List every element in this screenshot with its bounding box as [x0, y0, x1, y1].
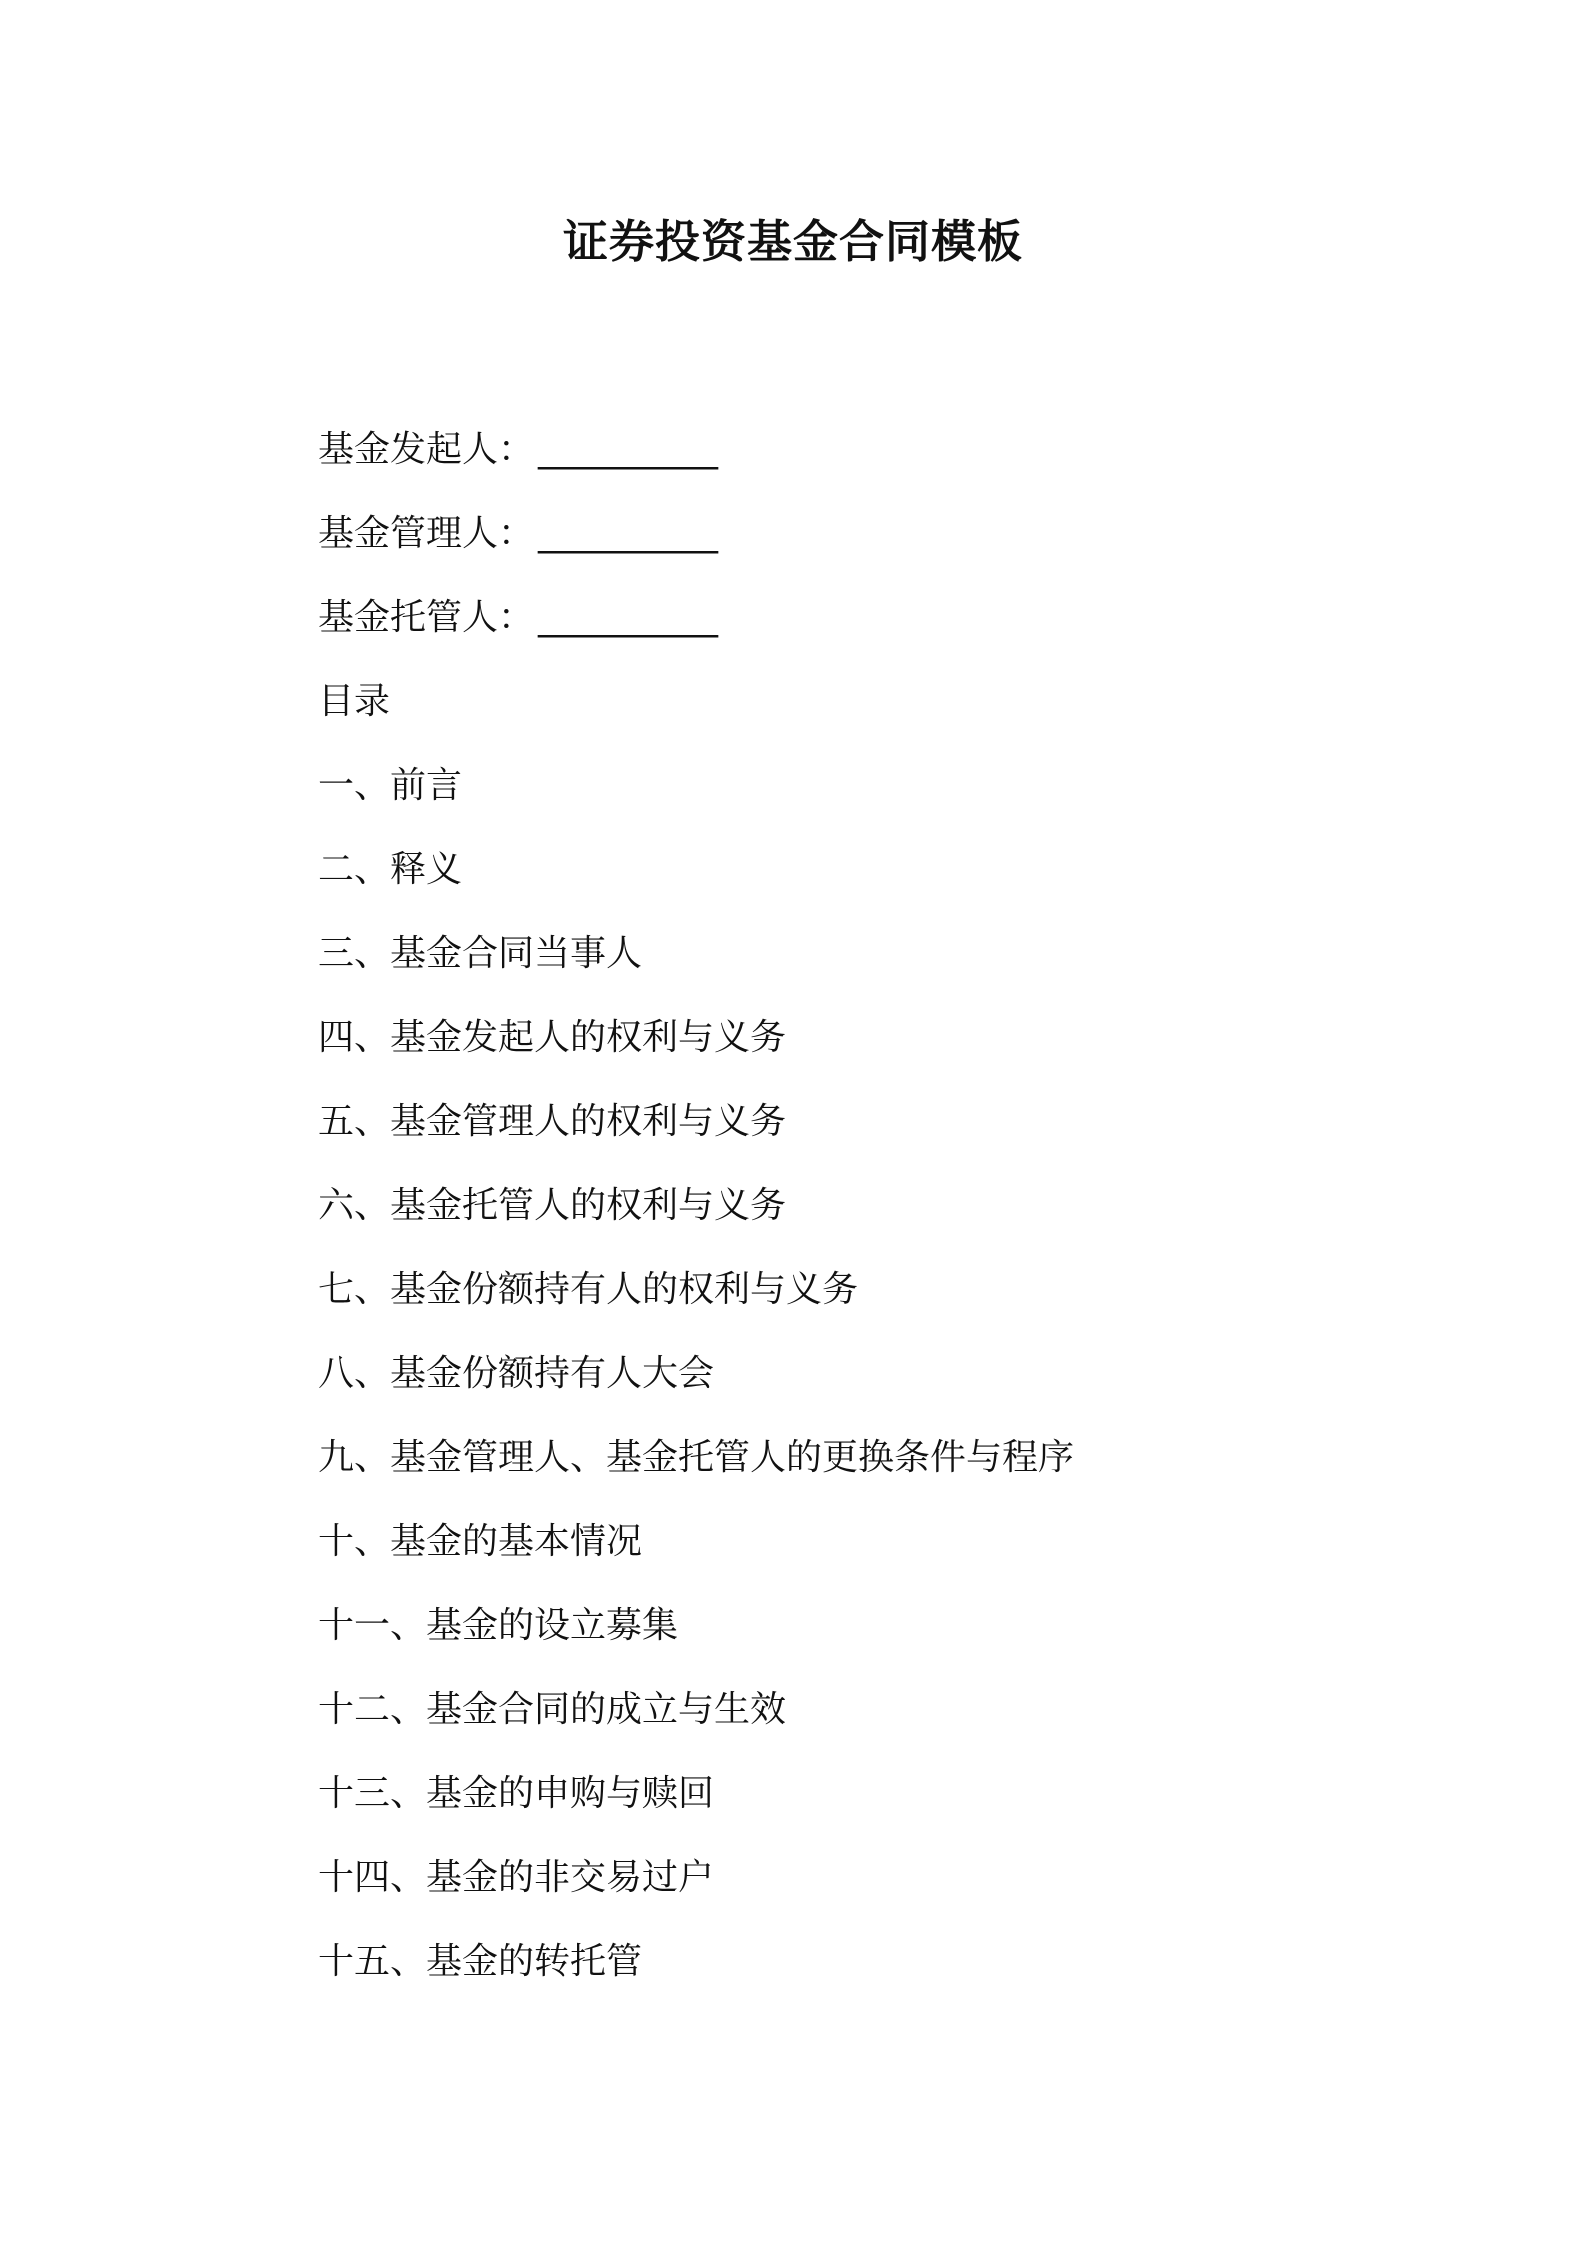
party-row-sponsor	[318, 408, 1418, 492]
toc-item: 十一、基金的设立募集	[318, 1605, 679, 1646]
document-body	[318, 408, 1418, 2004]
toc-item: 八、基金份额持有人大会	[318, 1353, 715, 1394]
party-blank-field: __________	[538, 513, 719, 554]
party-row-manager	[318, 492, 1418, 576]
toc-item: 四、基金发起人的权利与义务	[318, 1017, 787, 1058]
party-label: 基金托管人：	[318, 597, 535, 638]
toc-item: 十四、基金的非交易过户	[318, 1857, 715, 1898]
toc-item: 七、基金份额持有人的权利与义务	[318, 1269, 859, 1310]
party-label: 基金管理人：	[318, 513, 535, 554]
toc-heading: 目录	[318, 681, 391, 722]
toc-item: 九、基金管理人、基金托管人的更换条件与程序	[318, 1437, 1075, 1478]
party-row-custodian	[318, 576, 1418, 660]
toc-item: 十五、基金的转托管	[318, 1941, 643, 1982]
party-blank-field: __________	[538, 597, 719, 638]
toc-item: 二、释义	[318, 849, 463, 890]
toc-item: 三、基金合同当事人	[318, 933, 643, 974]
toc-item: 一、前言	[318, 765, 463, 806]
party-blank-field: __________	[538, 429, 719, 470]
party-label: 基金发起人：	[318, 429, 535, 470]
toc-item: 十二、基金合同的成立与生效	[318, 1689, 787, 1730]
document-title: 证券投资基金合同模板	[562, 215, 1023, 268]
toc-item: 十、基金的基本情况	[318, 1521, 643, 1562]
toc-item: 五、基金管理人的权利与义务	[318, 1101, 787, 1142]
toc-item: 十三、基金的申购与赎回	[318, 1773, 715, 1814]
toc-item: 六、基金托管人的权利与义务	[318, 1185, 787, 1226]
toc-list	[318, 744, 1418, 2004]
